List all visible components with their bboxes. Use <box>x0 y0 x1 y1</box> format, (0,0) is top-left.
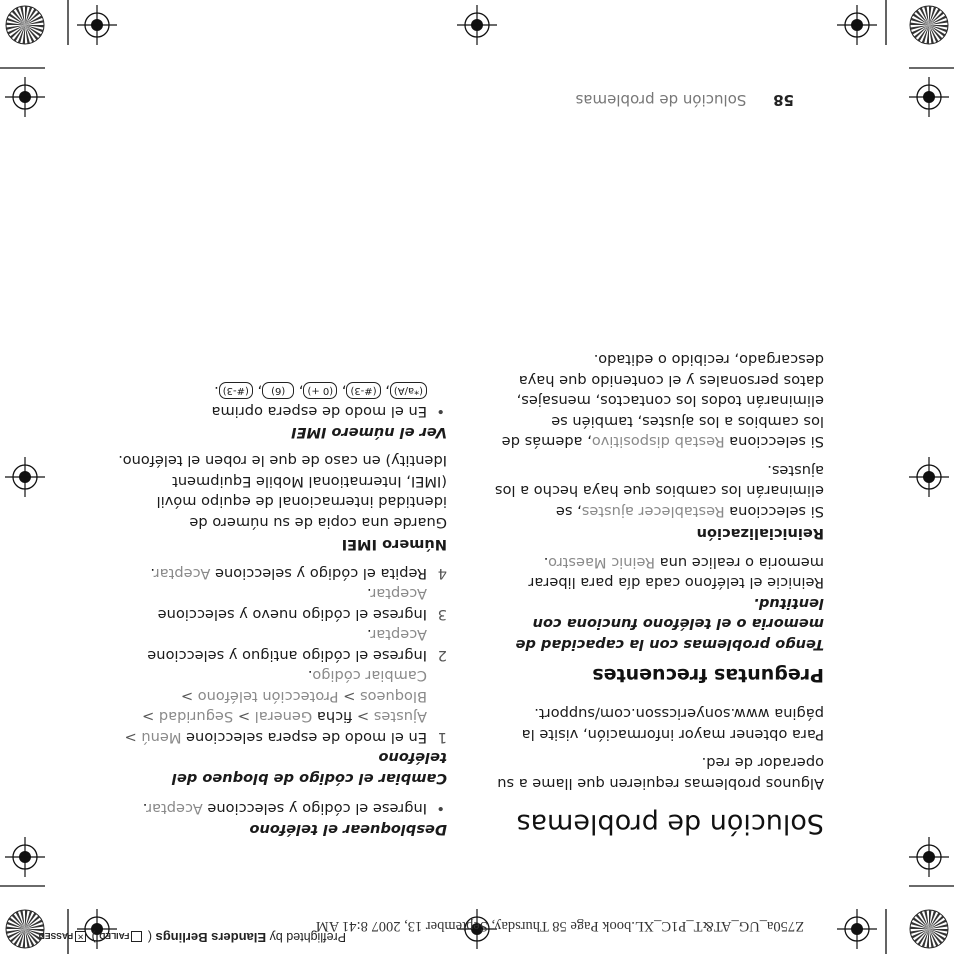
checkbox-passed-icon: ✕ <box>75 931 86 942</box>
registration-target-icon <box>909 457 949 497</box>
star-key-icon: (*a/A) <box>390 383 427 400</box>
registration-target-icon <box>837 909 877 949</box>
registration-target-icon <box>5 457 45 497</box>
ui-reset-settings: Restablecer ajustes <box>581 503 725 520</box>
change-code-question: Cambiar el código de bloqueo del teléfono <box>171 749 447 787</box>
color-star-icon <box>910 910 948 948</box>
ui-reset-master: Reinic Maestro <box>548 554 656 571</box>
section-title: Solución de problemas <box>575 91 747 109</box>
registration-target-icon <box>5 77 45 117</box>
running-header <box>544 91 794 109</box>
faq-question-memory: Tengo problemas con la capacidad de memoria o el teléfono funciona con lentitud. <box>515 595 824 653</box>
list-item: 2 Ingrese el código antiguo y seleccione Aceptar. <box>147 626 447 664</box>
imei-view-steps <box>117 381 447 422</box>
color-star-icon <box>910 6 948 44</box>
support-paragraph: Para obtener mayor información, visite la página www.sonyericsson.com/support. <box>521 705 824 743</box>
hash-key-icon: (#-3) <box>346 383 380 400</box>
color-star-icon <box>6 6 44 44</box>
ui-accept: Aceptar <box>147 800 203 818</box>
change-code-steps <box>117 563 447 748</box>
registration-target-icon <box>837 5 877 45</box>
ui-reset-device: Restab dispositivo <box>591 433 725 451</box>
page-title: Solución de problemas <box>516 808 824 839</box>
preflight-stamp: Preflighted by Elanders Berlings ( FAILED ) ✕PASSED <box>38 930 346 945</box>
faq-heading: Preguntas frecuentes <box>592 664 824 686</box>
page-number: 58 <box>773 91 794 109</box>
unlock-steps <box>117 798 447 819</box>
reinit-heading: Reinicialización <box>696 525 824 543</box>
imei-paragraph: Guarde una copia de su número de identidad internacional de equipo móvil (IMEI, International Mobile Equipment Identity) en caso de que le roben el teléfono. <box>118 452 447 531</box>
imei-view-question: Ver el número IMEI <box>291 424 447 441</box>
checkbox-failed-icon <box>131 931 142 942</box>
imei-heading: Número IMEI <box>341 536 447 554</box>
reinit-device-paragraph: Si selecciona Restab dispositivo, además de los cambios a los ajustes, también se eliminarán todos los contactos, mensajes, datos personales y el contenido que haya descargado, recibido o editado. <box>501 351 824 451</box>
intro-paragraph: Algunos problemas requieren que llame a su operador de red. <box>497 754 824 792</box>
list-item: • En el modo de espera oprima (*a/A), (#-3), (0 +), (6), (#-3). <box>117 381 447 422</box>
registration-target-icon <box>77 5 117 45</box>
print-slug: Z750a_UG_AT&T_P1C_XL.book Page 58 Thursday, September 13, 2007 8:41 AM <box>315 918 804 934</box>
list-item: • Ingrese el código y seleccione Aceptar. <box>117 798 447 819</box>
column-left <box>479 341 824 839</box>
list-item: 1 En el modo de espera seleccione Menú > Ajustes > ficha General > Seguridad > Bloqueos > Protección teléfono > Cambiar código. <box>124 667 447 746</box>
list-item: 4 Repita el código y seleccione Aceptar. <box>150 565 447 582</box>
elanders-logo: Elanders Berlings <box>155 930 267 945</box>
reinit-settings-paragraph: Si selecciona Restablecer ajustes, se eliminarán los cambios que haya hecho a los ajustes. <box>494 462 824 520</box>
faq-answer-memory: Reinicie el teléfono cada día para liberar memoria o realice una Reinic Maestro. <box>528 554 824 592</box>
hash-key-icon: (#-3) <box>219 383 253 400</box>
six-key-icon: (6) <box>262 383 294 400</box>
list-item: 3 Ingrese el código nuevo y seleccione Aceptar. <box>157 585 447 623</box>
unlock-question: Desbloquear el teléfono <box>249 821 447 838</box>
registration-target-icon <box>5 837 45 877</box>
column-right <box>117 371 447 840</box>
registration-target-icon <box>909 77 949 117</box>
registration-target-icon <box>909 837 949 877</box>
registration-target-icon <box>457 5 497 45</box>
zero-key-icon: (0 +) <box>303 383 337 400</box>
